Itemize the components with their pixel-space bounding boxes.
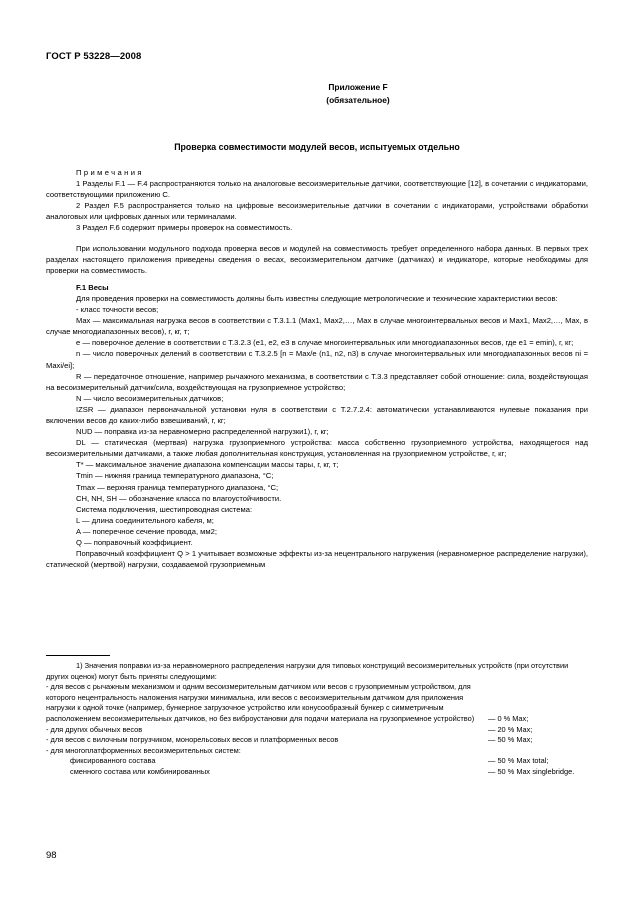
footnote-item-4a: фиксированного состава xyxy=(70,756,156,766)
footnote-item-2: - для других обычных весов xyxy=(46,724,143,734)
footnote-value-2: — 20 % Max; xyxy=(488,724,533,734)
footnote-item-4b: сменного состава или комбинированных xyxy=(70,766,210,776)
footnote-value-3: — 50 % Max; xyxy=(488,735,533,745)
section-f1-heading: F.1 Весы xyxy=(76,282,109,292)
f1-nud-line: NUD — поправка из-за неравномерно распределенной нагрузки1), г, кг; xyxy=(76,427,329,437)
f1-tmax-line: Tmax — верхняя граница температурного диапазона, °С; xyxy=(76,482,279,492)
note-3: 3 Раздел F.6 содержит примеры проверок на совместимость. xyxy=(76,223,293,233)
f1-tmin-line: Tmin — нижняя граница температурного диапазона, °С; xyxy=(76,471,274,481)
f1-t-line: Т* — максимальное значение диапазона компенсации массы тары, г, кг, т; xyxy=(76,460,339,470)
f1-max-line: Max — максимальная нагрузка весов в соответствии с Т.3.1.1 (Max1, Max2,…, Max в случае многоинтервальных весов и Max1, Max2,…, Max, в случае многодиапазонных весов), г, кг, т; xyxy=(46,316,588,337)
footnote-row-4b xyxy=(46,767,588,778)
f1-n-line: n — число поверочных делений в соответствии с Т.3.2.5 [n = Max/e (n1, n2, n3) в случае многоинтервальных или многодиапазонных весов ni = Maxi/ei]; xyxy=(46,349,588,370)
footnote-row-4 xyxy=(46,746,588,757)
footnote-value-4a: — 50 % Max total; xyxy=(488,756,549,766)
f1-l-line: L — длина соединительного кабеля, м; xyxy=(76,515,214,525)
f1-r-line: R — передаточное отношение, например рычажного механизма, в соответствии с Т.3.3 представляет собой отношение: сила, воздействующая на весоизмерительный датчик/сила, воздействующая на грузоприемное устройство; xyxy=(46,371,588,392)
footnote-block xyxy=(46,661,588,778)
footnote-value-4b: — 50 % Max singlebridge. xyxy=(488,766,575,776)
f1-q-line: Q — поправочный коэффициент. xyxy=(76,538,193,547)
footnote-item-4: - для многоплатформенных весоизмерительных систем: xyxy=(46,745,241,755)
body-text xyxy=(46,167,588,570)
main-title: Проверка совместимости модулей весов, испытуемых отдельно xyxy=(174,142,460,152)
f1-a-line: A — поперечное сечение провода, мм2; xyxy=(76,526,217,536)
f1-e-line: e — поверочное деление в соответствии с Т.3.2.3 (e1, e2, e3 в случае многоинтервальных или многодиапазонных весов, где e1 = emin), г, кг; xyxy=(76,338,574,348)
document-code: ГОСТ Р 53228—2008 xyxy=(46,51,142,62)
note-1: 1 Разделы F.1 — F.4 распространяются только на аналоговые весоизмерительные датчики, соответствующие [12], в сочетании с индикаторами, соответствующими приложению С. xyxy=(46,179,588,200)
intro-paragraph: При использовании модульного подхода проверка весов и модулей на совместимость требует определенного набора данных. В первых трех разделах настоящего приложения приведены сведения о весах, весоизмерительном датчике (датчиках) и индикаторе, которые необходимы для проверки на совместимость. xyxy=(46,243,588,275)
footnote-item-1: - для весов с рычажным механизмом и одним весоизмерительным датчиком или весов с грузоприемным устройством, для которого нецентральность наложения нагрузки минимальна, или весов с весоизмерительным датчиком для приложения нагрузки к одной точке (например, бункерное загрузочное устройство или конусообразный бункер с симметричным расположением весоизмерительных датчиков, но без виброустановки для подачи материала на грузоприемное устройство) xyxy=(46,682,475,723)
footnote-row-4a xyxy=(46,756,588,767)
footnote-row-2 xyxy=(46,725,588,736)
f1-ch-line: CH, NH, SH — обозначение класса по влагоустойчивости. xyxy=(76,493,282,503)
annex-title: Приложение F xyxy=(328,82,388,92)
footnote-item-3: - для весов с вилочным погрузчиком, монорельсовых весов и платформенных весов xyxy=(46,735,339,745)
page-number: 98 xyxy=(46,850,57,861)
footnote-value-1: — 0 % Max; xyxy=(488,713,529,723)
note-2: 2 Раздел F.5 распространяется только на цифровые весоизмерительные датчики в сочетании с индикаторами, устройствами обработки аналоговых или цифровых данных или терминалами. xyxy=(46,201,588,222)
f1-connection-line: Система подключения, шестипроводная система: xyxy=(76,504,253,514)
f1-lead: Для проведения проверки на совместимость должны быть известны следующие метрологические и технические характеристики весов: xyxy=(76,293,558,303)
footnote-row-3 xyxy=(46,735,588,746)
footnote-row-1 xyxy=(46,682,588,724)
footnote-intro: 1) Значения поправки из-за неравномерного распределения нагрузки для типовых конструкций весоизмерительных устройств (при отсутствии других оценок) могут быть приняты следующими: xyxy=(46,661,569,681)
annex-subtitle: (обязательное) xyxy=(326,95,390,105)
f1-q-paragraph: Поправочный коэффициент Q > 1 учитывает возможные эффекты из-за нецентрального нагружения (неравномерное распределение нагрузки), статической (мертвой) нагрузки, создаваемой грузоприемным xyxy=(46,549,588,570)
f1-dl-line: DL — статическая (мертвая) нагрузка грузоприемного устройства: масса собственно грузоприемного устройства, находящегося над весоизмерительными датчиками, а также любая дополнительная конструкция, установленная на грузоприемном устройстве, г, кг; xyxy=(46,438,588,459)
f1-bigN-line: N — число весоизмерительных датчиков; xyxy=(76,393,224,403)
f1-class-line: - класс точности весов; xyxy=(76,305,159,315)
f1-izsr-line: IZSR — диапазон первоначальной установки нуля в соответствии с Т.2.7.2.4: автоматически устанавливаются нулевые показания при включении весов до каких-либо взвешиваний, г, кг; xyxy=(46,404,588,425)
notes-heading: Примечания xyxy=(76,168,144,177)
footnote-divider xyxy=(46,655,110,656)
